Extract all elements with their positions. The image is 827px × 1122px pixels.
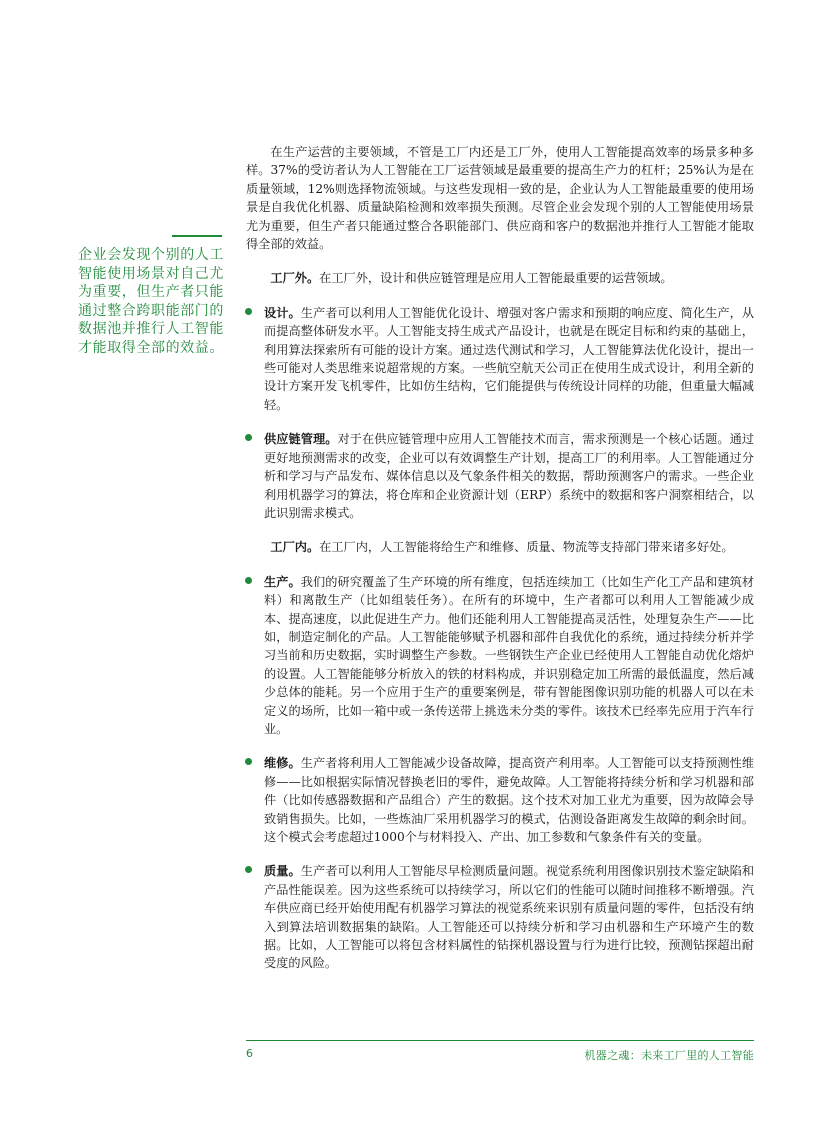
bullet-text: 生产者可以利用人工智能尽早检测质量问题。视觉系统利用图像识别技术鉴定缺陷和产品性能误差。因为这些系统可以持续学习，所以它们的性能可以随时间推移不断增强。汽车供应商已经开始使用配有机器学习算法的视觉系统来识别有质量问题的零件，包括没有纳入到算法培训数据集的缺陷。人工智能还可以持续分析和学习由机器和生产环境产生的数据。比如，人工智能可以将包含材料属性的钻探机器设置与行为进行比较，预测钻探超出耐受度的风险。 — [264, 864, 755, 971]
bullet-title: 供应链管理。 — [264, 432, 338, 447]
bullet-design — [246, 304, 754, 414]
footer-title: 机器之魂：未来工厂里的人工智能 — [584, 1049, 754, 1062]
bullet-title: 设计。 — [264, 305, 301, 320]
footer-rule — [246, 1040, 754, 1041]
bullet-supply-chain — [246, 430, 754, 522]
inside-factory-text: 在工厂内，人工智能将给生产和维修、质量、物流等支持部门带来诸多好处。 — [319, 540, 734, 555]
outside-factory-paragraph — [246, 269, 754, 287]
main-content — [246, 143, 754, 973]
bullet-dot — [245, 308, 252, 315]
page-number: 6 — [246, 1047, 253, 1060]
bullet-dot — [245, 866, 252, 873]
outside-factory-heading: 工厂外。 — [270, 271, 320, 286]
bullet-text: 生产者将利用人工智能减少设备故障，提高资产利用率。人工智能可以支持预测性维修——比如根据实际情况替换老旧的零件，避免故障。人工智能将持续分析和学习机器和部件（比如传感器数据和产品组合）产生的数据。这个技术对加工业尤为重要，因为故障会导致销售损失。比如，一些炼油厂采用机器学习的模式，估测设备距离发生故障的剩余时间。这个模式会考虑超过1000个与材料投入、产出、加工参数和气象条件有关的变量。 — [264, 756, 755, 844]
bullet-text: 生产者可以利用人工智能优化设计、增强对客户需求和预期的响应度、简化生产，从而提高整体研发水平。人工智能支持生成式产品设计，也就是在既定目标和约束的基础上，利用算法探索所有可能的设计方案。通过迭代测试和学习，人工智能算法优化设计，提出一些可能对人类思维来说超常规的方案。一些航空航天公司正在使用生成式设计，利用全新的设计方案开发飞机零件，比如仿生结构，它们能提供与传统设计同样的功能，但重量大幅减轻。 — [264, 305, 755, 412]
bullet-dot — [245, 758, 252, 765]
bullet-title: 维修。 — [264, 756, 301, 771]
outside-factory-text: 在工厂外，设计和供应链管理是应用人工智能最重要的运营领域。 — [319, 271, 673, 286]
bullet-quality — [246, 862, 754, 972]
bullet-dot — [245, 434, 252, 441]
inside-factory-paragraph — [246, 538, 754, 556]
bullet-maintenance — [246, 754, 754, 846]
intro-paragraph: 在生产运营的主要领域，不管是工厂内还是工厂外，使用人工智能提高效率的场景多种多样。37%的受访者认为人工智能在工厂运营领域是最重要的提高生产力的杠杆；25%认为是在质量领域，12%则选择物流领域。与这些发现相一致的是，企业认为人工智能最重要的使用场景是自我优化机器、质量缺陷检测和效率损失预测。尽管企业会发现个别的人工智能使用场景尤为重要，但生产者只能通过整合各职能部门、供应商和客户的数据池并推行人工智能才能取得全部的效益。 — [246, 145, 754, 252]
pull-quote: 企业会发现个别的人工智能使用场景对自己尤为重要，但生产者只能通过整合跨职能部门的数据池并推行人工智能才能取得全部的效益。 — [78, 247, 224, 356]
bullet-dot — [245, 577, 252, 584]
bullet-text: 对于在供应链管理中应用人工智能技术而言，需求预测是一个核心话题。通过更好地预测需求的改变，企业可以有效调整生产计划，提高工厂的利用率。人工智能通过分析和学习与产品发布、媒体信息以及气象条件相关的数据，帮助预测客户的需求。一些企业利用机器学习的算法，将仓库和企业资源计划（ERP）系统中的数据和客户洞察相结合，以此识别需求模式。 — [264, 432, 755, 520]
bullet-text: 我们的研究覆盖了生产环境的所有维度，包括连续加工（比如生产化工产品和建筑材料）和离散生产（比如组装任务）。在所有的环境中，生产者都可以利用人工智能减少成本、提高速度，以此促进生产力。他们还能利用人工智能提高灵活性，处理复杂生产——比如，制造定制化的产品。人工智能能够赋予机器和部件自我优化的系统，通过持续分析并学习当前和历史数据，实时调整生产参数。一些钢铁生产企业已经使用人工智能自动优化熔炉的设置。人工智能能够分析放入的铁的材料构成，并识别稳定加工所需的最低温度，然后减少总体的能耗。另一个应用于生产的重要案例是，带有智能图像识别功能的机器人可以在未定义的场所，比如一箱中或一条传送带上挑选未分类的零件。该技术已经率先应用于汽车行业。 — [264, 574, 755, 736]
inside-factory-heading: 工厂内。 — [270, 540, 320, 555]
bullet-production — [246, 573, 754, 739]
pull-quote-rule — [172, 235, 222, 237]
bullet-title: 质量。 — [264, 864, 301, 879]
bullet-title: 生产。 — [264, 574, 301, 589]
